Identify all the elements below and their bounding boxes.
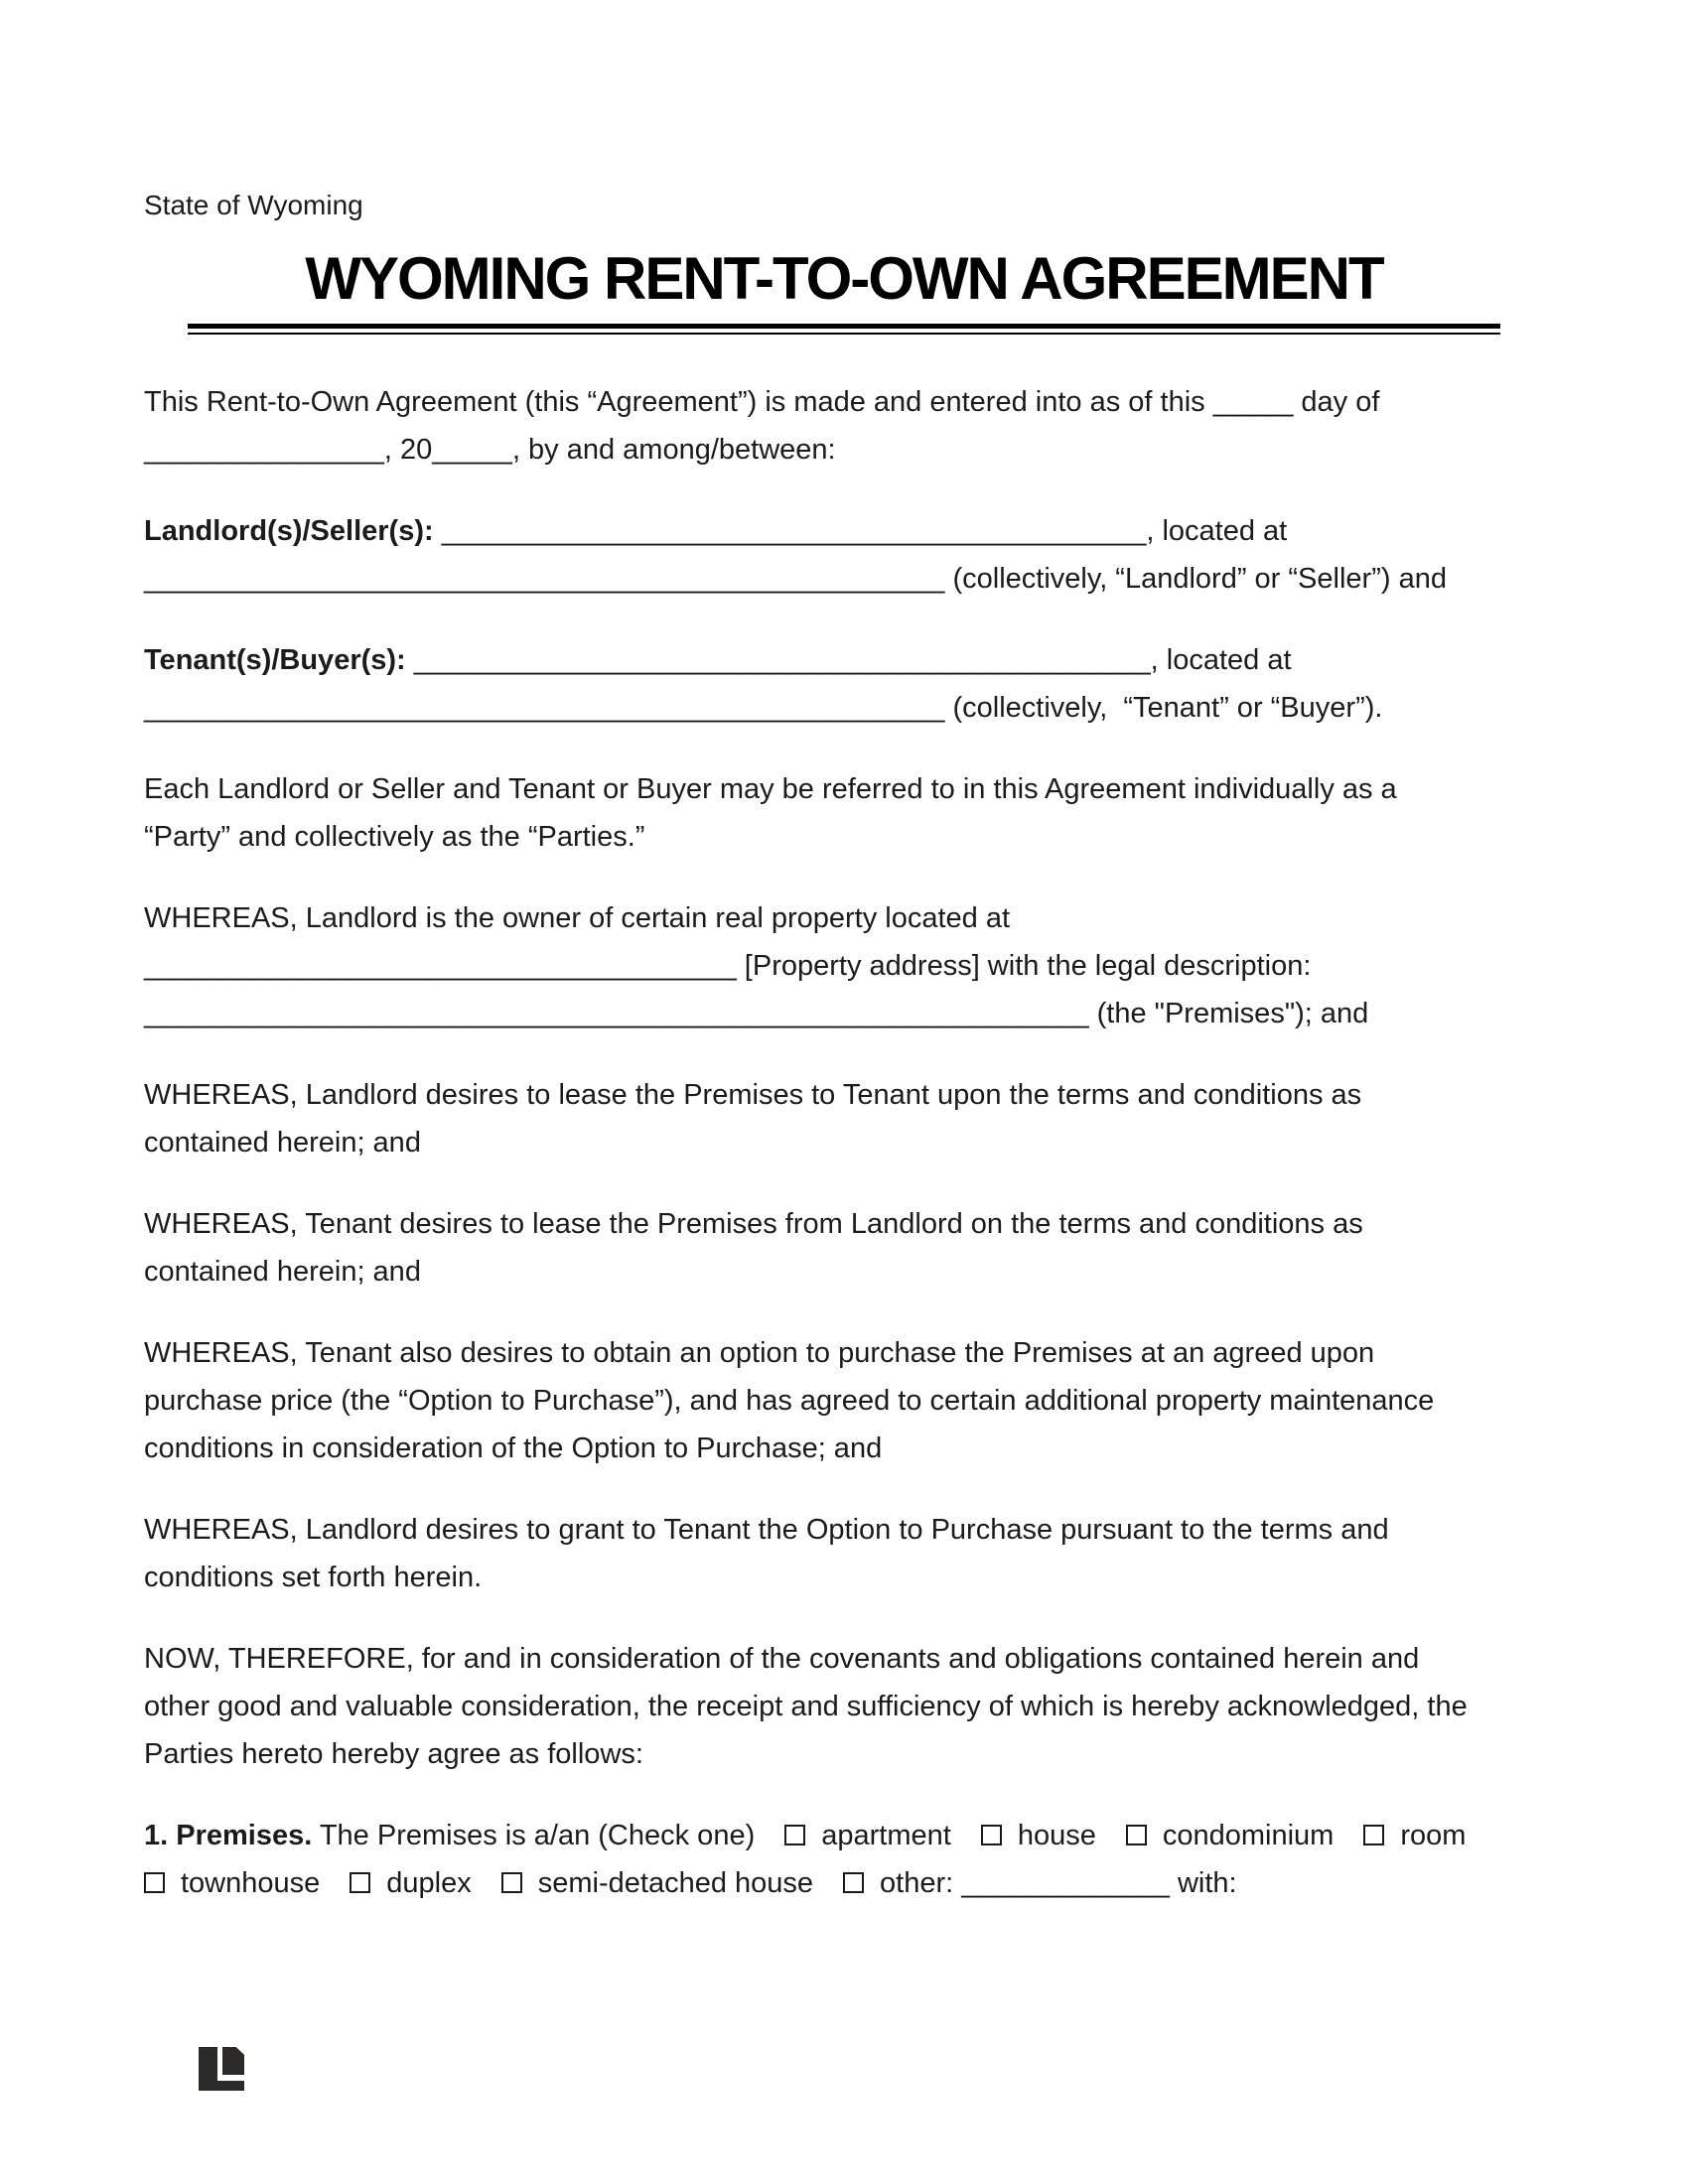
whereas-tenant-lease-clause <box>144 1200 1544 1296</box>
option-condominium: condominium <box>1162 1820 1335 1851</box>
whereas-property-clause <box>144 894 1544 1037</box>
text-run: __________________________________________________ (collectively, “Tenant” or “Buyer”). <box>144 692 1383 724</box>
logo-letter-shape <box>217 2047 223 2075</box>
text-run: other good and valuable consideration, the receipt and sufficiency of which is hereby acknowledged, the <box>144 1691 1468 1722</box>
option-house: house <box>1017 1820 1096 1851</box>
text-run: WHEREAS, Landlord desires to lease the Premises to Tenant upon the terms and conditions as <box>144 1079 1362 1111</box>
text-run: Parties hereto hereby agree as follows: <box>144 1738 643 1770</box>
landlord-seller-clause <box>144 507 1544 603</box>
text-run: ____________________________________________, located at <box>441 515 1288 547</box>
tenant-label: Tenant(s)/Buyer(s): <box>144 644 414 676</box>
text-run: NOW, THEREFORE, for and in consideration of the covenants and obligations contained herein and <box>144 1643 1420 1675</box>
checkbox-apartment[interactable] <box>784 1825 805 1845</box>
state-label: State of Wyoming <box>144 190 363 220</box>
text-run: WHEREAS, Tenant also desires to obtain an option to purchase the Premises at an agreed upon <box>144 1337 1375 1369</box>
text-run: contained herein; and <box>144 1256 421 1288</box>
checkbox-room[interactable] <box>1363 1825 1384 1845</box>
option-duplex: duplex <box>386 1867 472 1899</box>
option-townhouse: townhouse <box>181 1867 321 1899</box>
text-run: conditions in consideration of the Option to Purchase; and <box>144 1433 883 1464</box>
title-underline <box>188 324 1500 335</box>
text-run: purchase price (the “Option to Purchase”), and has agreed to certain additional property maintenance <box>144 1385 1435 1417</box>
option-semi-detached-house: semi-detached house <box>537 1867 814 1899</box>
option-room: room <box>1400 1820 1467 1851</box>
text-run: conditions set forth herein. <box>144 1562 483 1593</box>
checkbox-other[interactable] <box>843 1872 864 1893</box>
option-apartment: apartment <box>821 1820 951 1851</box>
now-therefore-clause <box>144 1635 1544 1778</box>
text-run: ______________________________________________, located at <box>413 644 1292 676</box>
intro-clause <box>144 378 1544 474</box>
premises-label: 1. Premises. <box>144 1820 313 1851</box>
document-body <box>144 378 1544 1907</box>
logo-letter-shape <box>217 2075 244 2081</box>
option-other-field: other: _____________ with: <box>880 1867 1237 1899</box>
text-run: Each Landlord or Seller and Tenant or Buyer may be referred to in this Agreement individually as a <box>144 773 1397 805</box>
text-run: The Premises is a/an (Check one) <box>312 1820 756 1851</box>
landlord-label: Landlord(s)/Seller(s): <box>144 515 442 547</box>
text-run: WHEREAS, Landlord desires to grant to Tenant the Option to Purchase pursuant to the terms and <box>144 1514 1389 1546</box>
whereas-landlord-lease-clause <box>144 1071 1544 1166</box>
document-title: WYOMING RENT-TO-OWN AGREEMENT <box>305 245 1383 312</box>
text-run: __________________________________________________ (collectively, “Landlord” or “Seller”) and <box>144 563 1447 595</box>
text-run: WHEREAS, Tenant desires to lease the Premises from Landlord on the terms and conditions as <box>144 1208 1363 1240</box>
premises-section <box>144 1812 1544 1907</box>
whereas-option-clause <box>144 1329 1544 1472</box>
text-run: _____________________________________ [Property address] with the legal description: <box>144 950 1312 982</box>
text-run: ___________________________________________________________ (the "Premises"); and <box>144 998 1369 1029</box>
checkbox-house[interactable] <box>981 1825 1002 1845</box>
text-run: _______________, 20_____, by and among/between: <box>144 434 836 466</box>
whereas-grant-clause <box>144 1506 1544 1601</box>
text-run: “Party” and collectively as the “Parties.” <box>144 821 645 853</box>
text-run: This Rent-to-Own Agreement (this “Agreement”) is made and entered into as of this _____ day of <box>144 386 1380 418</box>
checkbox-duplex[interactable] <box>350 1872 370 1893</box>
text-run: WHEREAS, Landlord is the owner of certain real property located at <box>144 902 1011 934</box>
checkbox-semi-detached-house[interactable] <box>501 1872 522 1893</box>
text-run: contained herein; and <box>144 1127 421 1159</box>
checkbox-condominium[interactable] <box>1126 1825 1147 1845</box>
checkbox-townhouse[interactable] <box>144 1872 165 1893</box>
legal-templates-logo <box>199 2047 244 2091</box>
tenant-buyer-clause <box>144 636 1544 732</box>
parties-definition-clause <box>144 765 1544 861</box>
